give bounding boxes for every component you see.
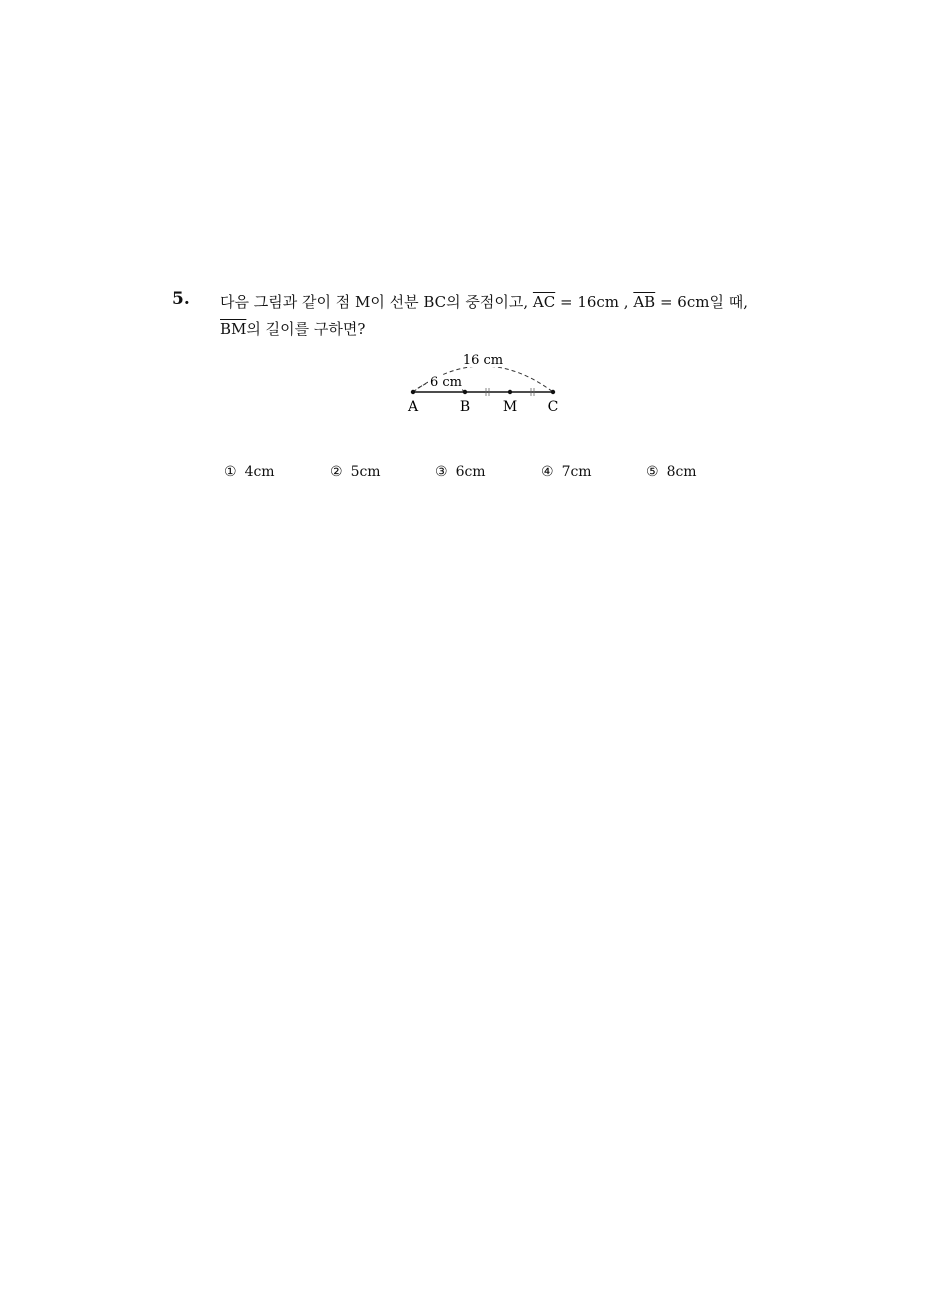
problem-number: 5.	[172, 289, 190, 309]
stem-eq-ac: = 16cm ,	[555, 293, 634, 311]
choice-2-number: ②	[330, 464, 343, 480]
label-6cm: 6 cm	[429, 375, 463, 390]
choice-4-number: ④	[541, 464, 554, 480]
choice-3[interactable]	[435, 464, 486, 480]
choice-4[interactable]	[541, 464, 592, 480]
choice-3-number: ③	[435, 464, 448, 480]
label-16cm: 16 cm	[462, 353, 504, 368]
label-point-c: C	[547, 399, 559, 415]
choice-3-text: 6cm	[455, 464, 486, 480]
label-point-m: M	[502, 399, 518, 415]
point-a-dot	[411, 390, 415, 394]
choice-1[interactable]	[224, 464, 275, 480]
segment-bm: $\overline{BM}$	[220, 320, 247, 338]
choice-2[interactable]	[330, 464, 381, 480]
label-point-b: B	[459, 399, 471, 415]
choice-5-number: ⑤	[646, 464, 659, 480]
choice-2-text: 5cm	[350, 464, 381, 480]
choice-1-number: ①	[224, 464, 237, 480]
stem-text-1: 다음 그림과 같이 점 M이 선분 BC의 중점이고,	[220, 293, 533, 311]
choice-5-text: 8cm	[666, 464, 697, 480]
segment-diagram	[395, 348, 575, 418]
problem-stem	[220, 289, 780, 343]
stem-text-2: 의 길이를 구하면?	[246, 320, 366, 338]
label-point-a: A	[407, 399, 419, 415]
choice-1-text: 4cm	[244, 464, 275, 480]
segment-ac: $\overline{AC}$	[532, 293, 556, 311]
choice-5[interactable]	[646, 464, 697, 480]
point-c-dot	[551, 390, 555, 394]
stem-eq-ab: = 6cm일 때,	[655, 293, 748, 311]
choice-4-text: 7cm	[561, 464, 592, 480]
segment-ab: $\overline{AB}$	[633, 293, 656, 311]
point-b-dot	[463, 390, 467, 394]
point-m-dot	[508, 390, 512, 394]
